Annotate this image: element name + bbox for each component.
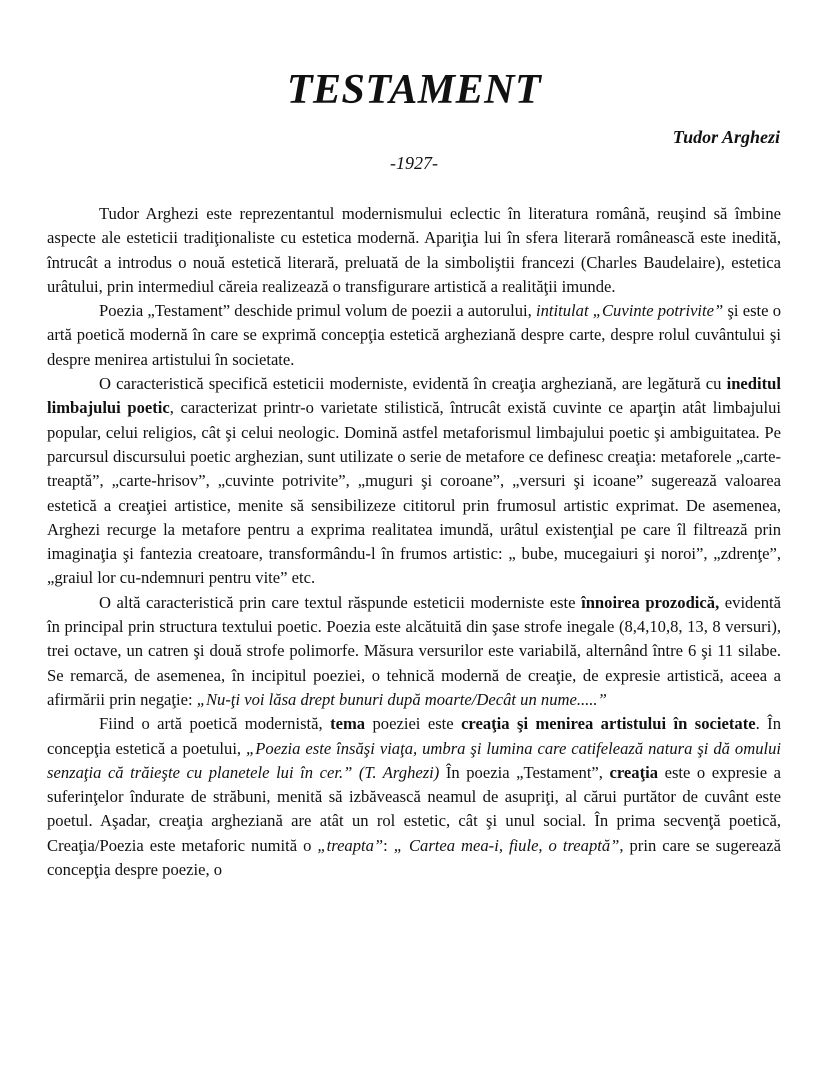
- paragraph-1: [47, 202, 781, 299]
- text-run: , caracterizat printr-o varietate stilistică, întrucât există cuvinte ce aparţin atât limbajului popular, celui religios, cât şi celui neologic. Domină astfel metaforismul limbajului poetic şi ambiguitatea. Pe parcursul discursului poetic arghezian, sunt utilizate o serie de metafore ce definesc creaţia: metaforele „carte-treaptă”, „carte-hrisov”, „cuvinte potrivite”, „muguri şi coroane”, „versuri şi icoane” sugerează valoarea estetică a creaţiei artistice, menite să sensibilizeze cititorul prin frumosul artistic exprimat. De asemenea, Arghezi recurge la metafore pentru a exprima realitatea imundă, urâtul existenţial pe care îl filtrează prin imaginaţia şi fantezia creatoare, transformându-l în frumos artistic: „ bube, mucegaiuri şi noroi”, „zdrenţe”, „graiul lor cu-ndemnuri pentru vite” etc.: [47, 398, 781, 588]
- paragraph-5: [47, 712, 781, 882]
- text-run: evidentă în principal prin structura textului poetic. Poezia este alcătuită din şase strofe inegale (8,4,10,8, 13, 8 versuri), trei octave, un catren şi două strofe polimorfe. Măsura versurilor este variabilă, alternând între 6 şi 11 silabe. Se remarcă, de asemenea, în incipitul poeziei, o tehnică modernă de creaţie, de expresie artistică, aceea a afirmării prin negaţie:: [47, 592, 781, 709]
- text-run: tema: [330, 714, 366, 734]
- text-run: :: [383, 835, 394, 855]
- text-run: este o expresie a suferinţelor îndurate de străbuni, menită să izbăvească neamul de asupriţi, al cărui purtător de cuvânt este poetul. Aşadar, creaţia argheziană are atât un rol estetic, cât şi unul social. În prima secvenţă poetică, Creaţia/Poezia este metaforic numită o: [47, 762, 781, 855]
- paragraph-3: [47, 372, 781, 591]
- text-run: Fiind o artă poetică modernistă,: [99, 714, 331, 734]
- text-run: Poezia „Testament” deschide primul volum de poezii a autorului,: [99, 301, 537, 321]
- text-run: O altă caracteristică prin care textul răspunde esteticii moderniste este: [99, 592, 582, 612]
- paragraph-4: [47, 591, 781, 712]
- publication-year: -1927-: [390, 153, 438, 173]
- paragraph-2: [47, 299, 781, 372]
- text-run: şi este o artă poetică modernă în care se exprimă concepţia estetică argheziană despre carte, despre rolul cuvântului şi despre menirea artistului în societate.: [47, 301, 781, 369]
- text-run: O caracteristică specifică esteticii moderniste, evidentă în creaţia argheziană, are legătură cu: [99, 374, 727, 394]
- text-run: În poezia „Testament”,: [439, 762, 610, 782]
- essay-body: [47, 202, 781, 882]
- text-run: poeziei este: [365, 714, 462, 734]
- text-run: creaţia: [609, 762, 659, 782]
- text-run: „treapta”: [317, 835, 384, 855]
- text-run: „Nu-ţi voi lăsa drept bunuri după moarte/Decât un nume.....”: [196, 689, 607, 709]
- page-title: TESTAMENT: [286, 67, 542, 113]
- text-run: intitulat „Cuvinte potrivite”: [536, 301, 724, 321]
- text-run: creaţia şi menirea artistului în societate: [461, 714, 756, 734]
- text-run: , prin care se sugerează concepţia despre poezie, o: [47, 835, 782, 880]
- author-name: Tudor Arghezi: [672, 127, 780, 147]
- text-run: „ Cartea mea-i, fiule, o treaptă”: [393, 835, 620, 855]
- text-run: ineditul limbajului poetic: [47, 374, 781, 418]
- text-run: înnoirea prozodică,: [581, 592, 720, 612]
- text-run: . În concepţia estetică a poetului,: [47, 714, 781, 758]
- text-run: „Poezia este însăşi viaţa, umbra şi lumina care catifelează natura şi dă omului senzaţia că trăieşte cu planetele lui în cer.” (T. Arghezi): [47, 738, 782, 782]
- text-run: Tudor Arghezi este reprezentantul modernismului eclectic în literatura română, reuşind să îmbine aspecte ale esteticii tradiţionaliste cu estetica modernă. Apariţia lui în sfera literară românească este inedită, întrucât a introdus o nouă estetică literară, preluată de la simboliştii francezi (Charles Baudelaire), estetica urâtului, prin intermediul căreia realizează o transfigurare artistică a realităţii imunde.: [47, 204, 781, 296]
